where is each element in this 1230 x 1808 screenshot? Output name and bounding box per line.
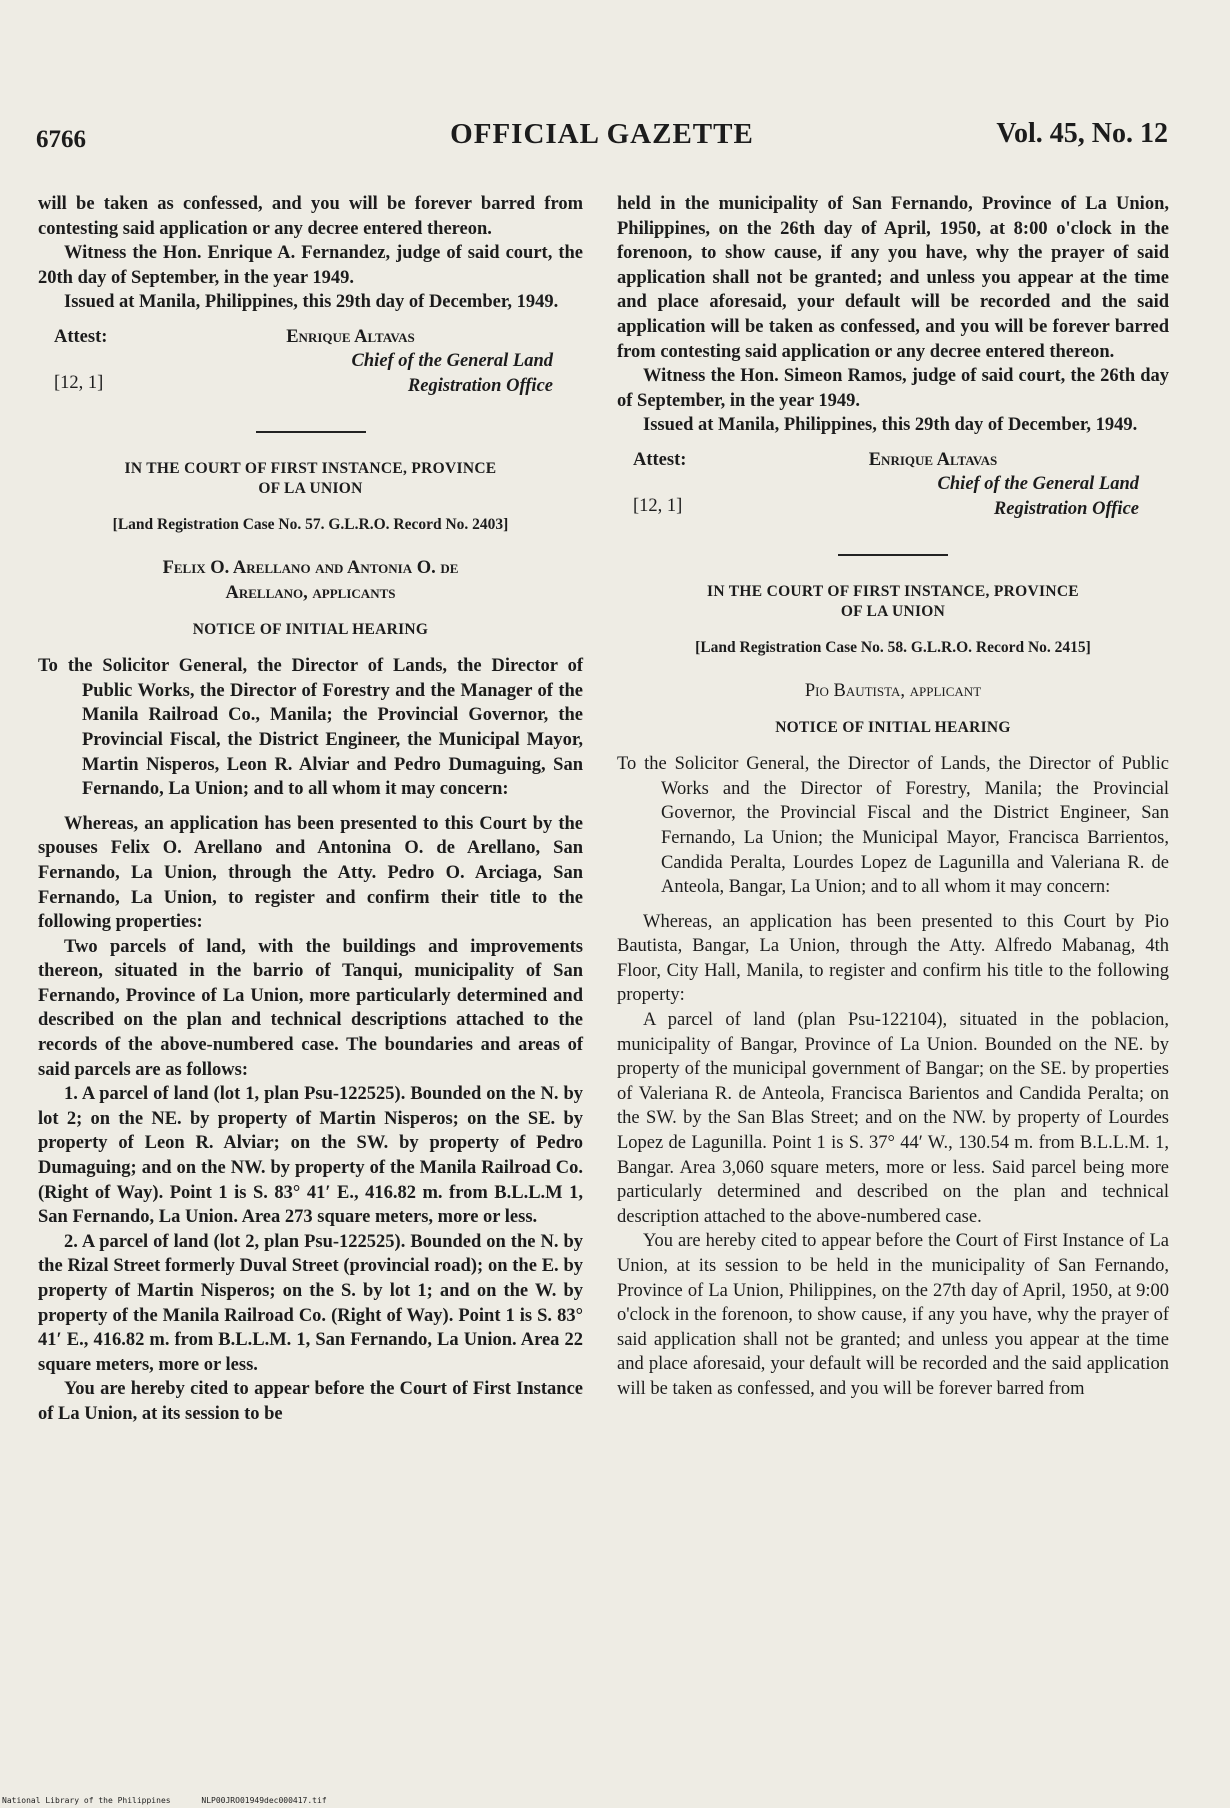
page-number: 6766 xyxy=(36,126,86,153)
section-divider xyxy=(838,554,948,556)
attest-office-line-2: Registration Office xyxy=(407,375,553,396)
parcel-1-paragraph: 1. A parcel of land (lot 1, plan Psu-122525). Bounded on the N. by lot 2; on the NE. by property of Martin Nisperos; on the SE. by property of Leon R. Alviar; on the SW. by property of Pedro Dumaguing; and on the NW. by property of the Manila Railroad Co. (Right of Way). Point 1 is S. 83° 41′ E., 416.82 m. from B.L.L.M 1, San Fernando, La Union. Area 273 square meters, more or less. xyxy=(38,1084,583,1228)
attest-signatory: Enrique Altavas xyxy=(868,449,998,470)
attest-label: Attest: xyxy=(54,326,108,347)
attest-office-line-2: Registration Office xyxy=(993,498,1139,519)
court-heading-line-1: IN THE COURT OF FIRST INSTANCE, PROVINCE xyxy=(707,582,1079,600)
citation-paragraph: You are hereby cited to appear before the Court of First Instance of La Union, at its session to be held in the municipality of San Fernando, Province of La Union, Philippines, on the 27th day of April, 1950, at 9:00 o'clock in the forenoon, to show cause, if any you have, why the prayer of said application shall not be granted; and unless you appear at the time and place aforesaid, your default will be recorded and the said application will be taken as confessed, and you will be forever barred from xyxy=(617,1231,1169,1399)
parcel-2-paragraph: 2. A parcel of land (lot 2, plan Psu-122525). Bounded on the N. by the Rizal Street formerly Duval Street (provincial road); on the E. by property of Martin Nisperos; on the S. by lot 1; and on the W. by property of the Manila Railroad Co. (Right of Way). Point 1 is S. 83° 41′ E., 416.82 m. from B.L.L.M. 1, San Fernando, La Union. Area 22 square meters, more or less. xyxy=(38,1231,583,1375)
applicants-line-1: Felix O. Arellano and Antonia O. de xyxy=(162,557,459,578)
page-header xyxy=(36,118,1168,158)
right-hearing-paragraph: held in the municipality of San Fernando, Province of La Union, Philippines, on the 26th day of April, 1950, at 8:00 o'clock in the forenoon, to show cause, if any you have, why the prayer of said application shall not be granted; and unless you appear at the time and place aforesaid, your default will be recorded and the said application will be taken as confessed, and you will be forever barred from contesting said application or any decree entered thereon. xyxy=(617,194,1169,362)
attest-office xyxy=(352,349,553,398)
section-divider xyxy=(256,431,366,433)
left-witness-paragraph: Witness the Hon. Enrique A. Fernandez, judge of said court, the 20th day of September, in the year 1949. xyxy=(38,243,583,288)
attest-office-line-1: Chief of the General Land xyxy=(351,350,553,371)
attest-reference: [12, 1] xyxy=(633,495,683,516)
attest-signatory: Enrique Altavas xyxy=(286,326,415,347)
attest-office xyxy=(938,472,1139,521)
applicants xyxy=(38,556,583,606)
whereas-body: an application has been presented to this Court by the spouses Felix O. Arellano and Antonina O. de Arellano, San Fernando, La Union, through the Atty. Pedro O. Arciaga, San Fernando, La Union, to register and confirm their title to the following properties: xyxy=(38,813,583,933)
attest-office-line-1: Chief of the General Land xyxy=(937,473,1139,494)
scan-footer xyxy=(2,1796,327,1805)
volume-number: Vol. 45, No. 12 xyxy=(996,118,1168,149)
left-attest-block xyxy=(38,325,583,405)
court-heading-line-2: OF LA UNION xyxy=(840,602,946,620)
whereas-paragraph: Whereas, an application has been presented to this Court by Pio Bautista, Bangar, La Union, through the Atty. Alfredo Mabanag, 4th Floor, City Hall, Manila, to register and confirm his title to the following property: xyxy=(617,911,1169,1006)
case-number: [Land Registration Case No. 57. G.L.R.O. Record No. 2403] xyxy=(112,515,509,533)
publication-title: OFFICIAL GAZETTE xyxy=(450,118,754,150)
scan-filename: NLP00JRO01949dec000417.tif xyxy=(201,1796,327,1805)
whereas-paragraph xyxy=(38,812,583,935)
attest-label: Attest: xyxy=(633,449,687,470)
court-heading xyxy=(617,582,1169,622)
left-issued-paragraph: Issued at Manila, Philippines, this 29th day of December, 1949. xyxy=(64,292,559,313)
parcel-paragraph: A parcel of land (plan Psu-122104), situated in the poblacion, municipality of Bangar, Province of La Union. Bounded on the NE. by property of the municipal government of Bangar; on the SE. by properties of Valeriana R. de Anteola, Francisca Barientos and Candida Peralta; on the SW. by the San Blas Street; and on the NW. by property of Lourdes Lopez de Lagunilla. Point 1 is S. 37° 44′ W., 130.54 m. from B.L.L.M. 1, Bangar. Area 3,060 square meters, more or less. Said parcel being more particularly determined and described on the plan and technical description attached to the above-numbered case. xyxy=(617,1010,1169,1227)
notice-heading: NOTICE OF INITIAL HEARING xyxy=(192,620,429,638)
parcels-intro-paragraph: Two parcels of land, with the buildings and improvements thereon, situated in the barrio of Tanqui, municipality of San Fernando, Province of La Union, more particularly determined and described on the plan and technical descriptions attached to the records of the above-numbered case. The boundaries and areas of said parcels are as follows: xyxy=(38,936,583,1080)
court-heading xyxy=(38,459,583,499)
library-credit: National Library of the Philippines xyxy=(2,1796,171,1805)
applicants-line-2: Arellano, applicants xyxy=(225,582,396,603)
case-number: [Land Registration Case No. 58. G.L.R.O. Record No. 2415] xyxy=(695,638,1091,656)
whereas-lead: Whereas, xyxy=(64,813,139,834)
notice-heading: NOTICE OF INITIAL HEARING xyxy=(775,718,1011,736)
citation-paragraph: You are hereby cited to appear before the Court of First Instance of La Union, at its session to be xyxy=(38,1379,583,1424)
court-heading-line-1: IN THE COURT OF FIRST INSTANCE, PROVINCE xyxy=(124,459,497,477)
right-column xyxy=(617,192,1169,1402)
applicants: Pio Bautista, applicant xyxy=(804,680,982,701)
addressees-paragraph: To the Solicitor General, the Director of Lands, the Director of Public Works and the Director of Forestry, Manila; the Provincial Governor, the Provincial Fiscal and the District Engineer, San Fernando, La Union; the Municipal Mayor, Francisca Barrientos, Candida Peralta, Lourdes Lopez de Lagunilla and Valeriana R. de Anteola, Bangar, La Union; and to all whom it may concern: xyxy=(617,754,1169,898)
addressees-paragraph: To the Solicitor General, the Director of Lands, the Director of Public Works, the Director of Forestry and the Manager of the Manila Railroad Co., Manila; the Provincial Governor, the Provincial Fiscal, the District Engineer, the Municipal Mayor, Martin Nisperos, Leon R. Alviar and Pedro Dumaguing, San Fernando, La Union; and to all whom it may concern: xyxy=(38,656,583,800)
right-issued-paragraph: Issued at Manila, Philippines, this 29th day of December, 1949. xyxy=(643,415,1138,436)
left-closing-paragraph: will be taken as confessed, and you will be forever barred from contesting said application or any decree entered thereon. xyxy=(38,194,583,239)
court-heading-line-2: OF LA UNION xyxy=(258,479,363,497)
right-witness-paragraph: Witness the Hon. Simeon Ramos, judge of said court, the 26th day of September, in the year 1949. xyxy=(617,366,1169,411)
right-attest-block xyxy=(617,448,1169,528)
attest-reference: [12, 1] xyxy=(54,372,104,393)
left-column xyxy=(38,192,583,1427)
